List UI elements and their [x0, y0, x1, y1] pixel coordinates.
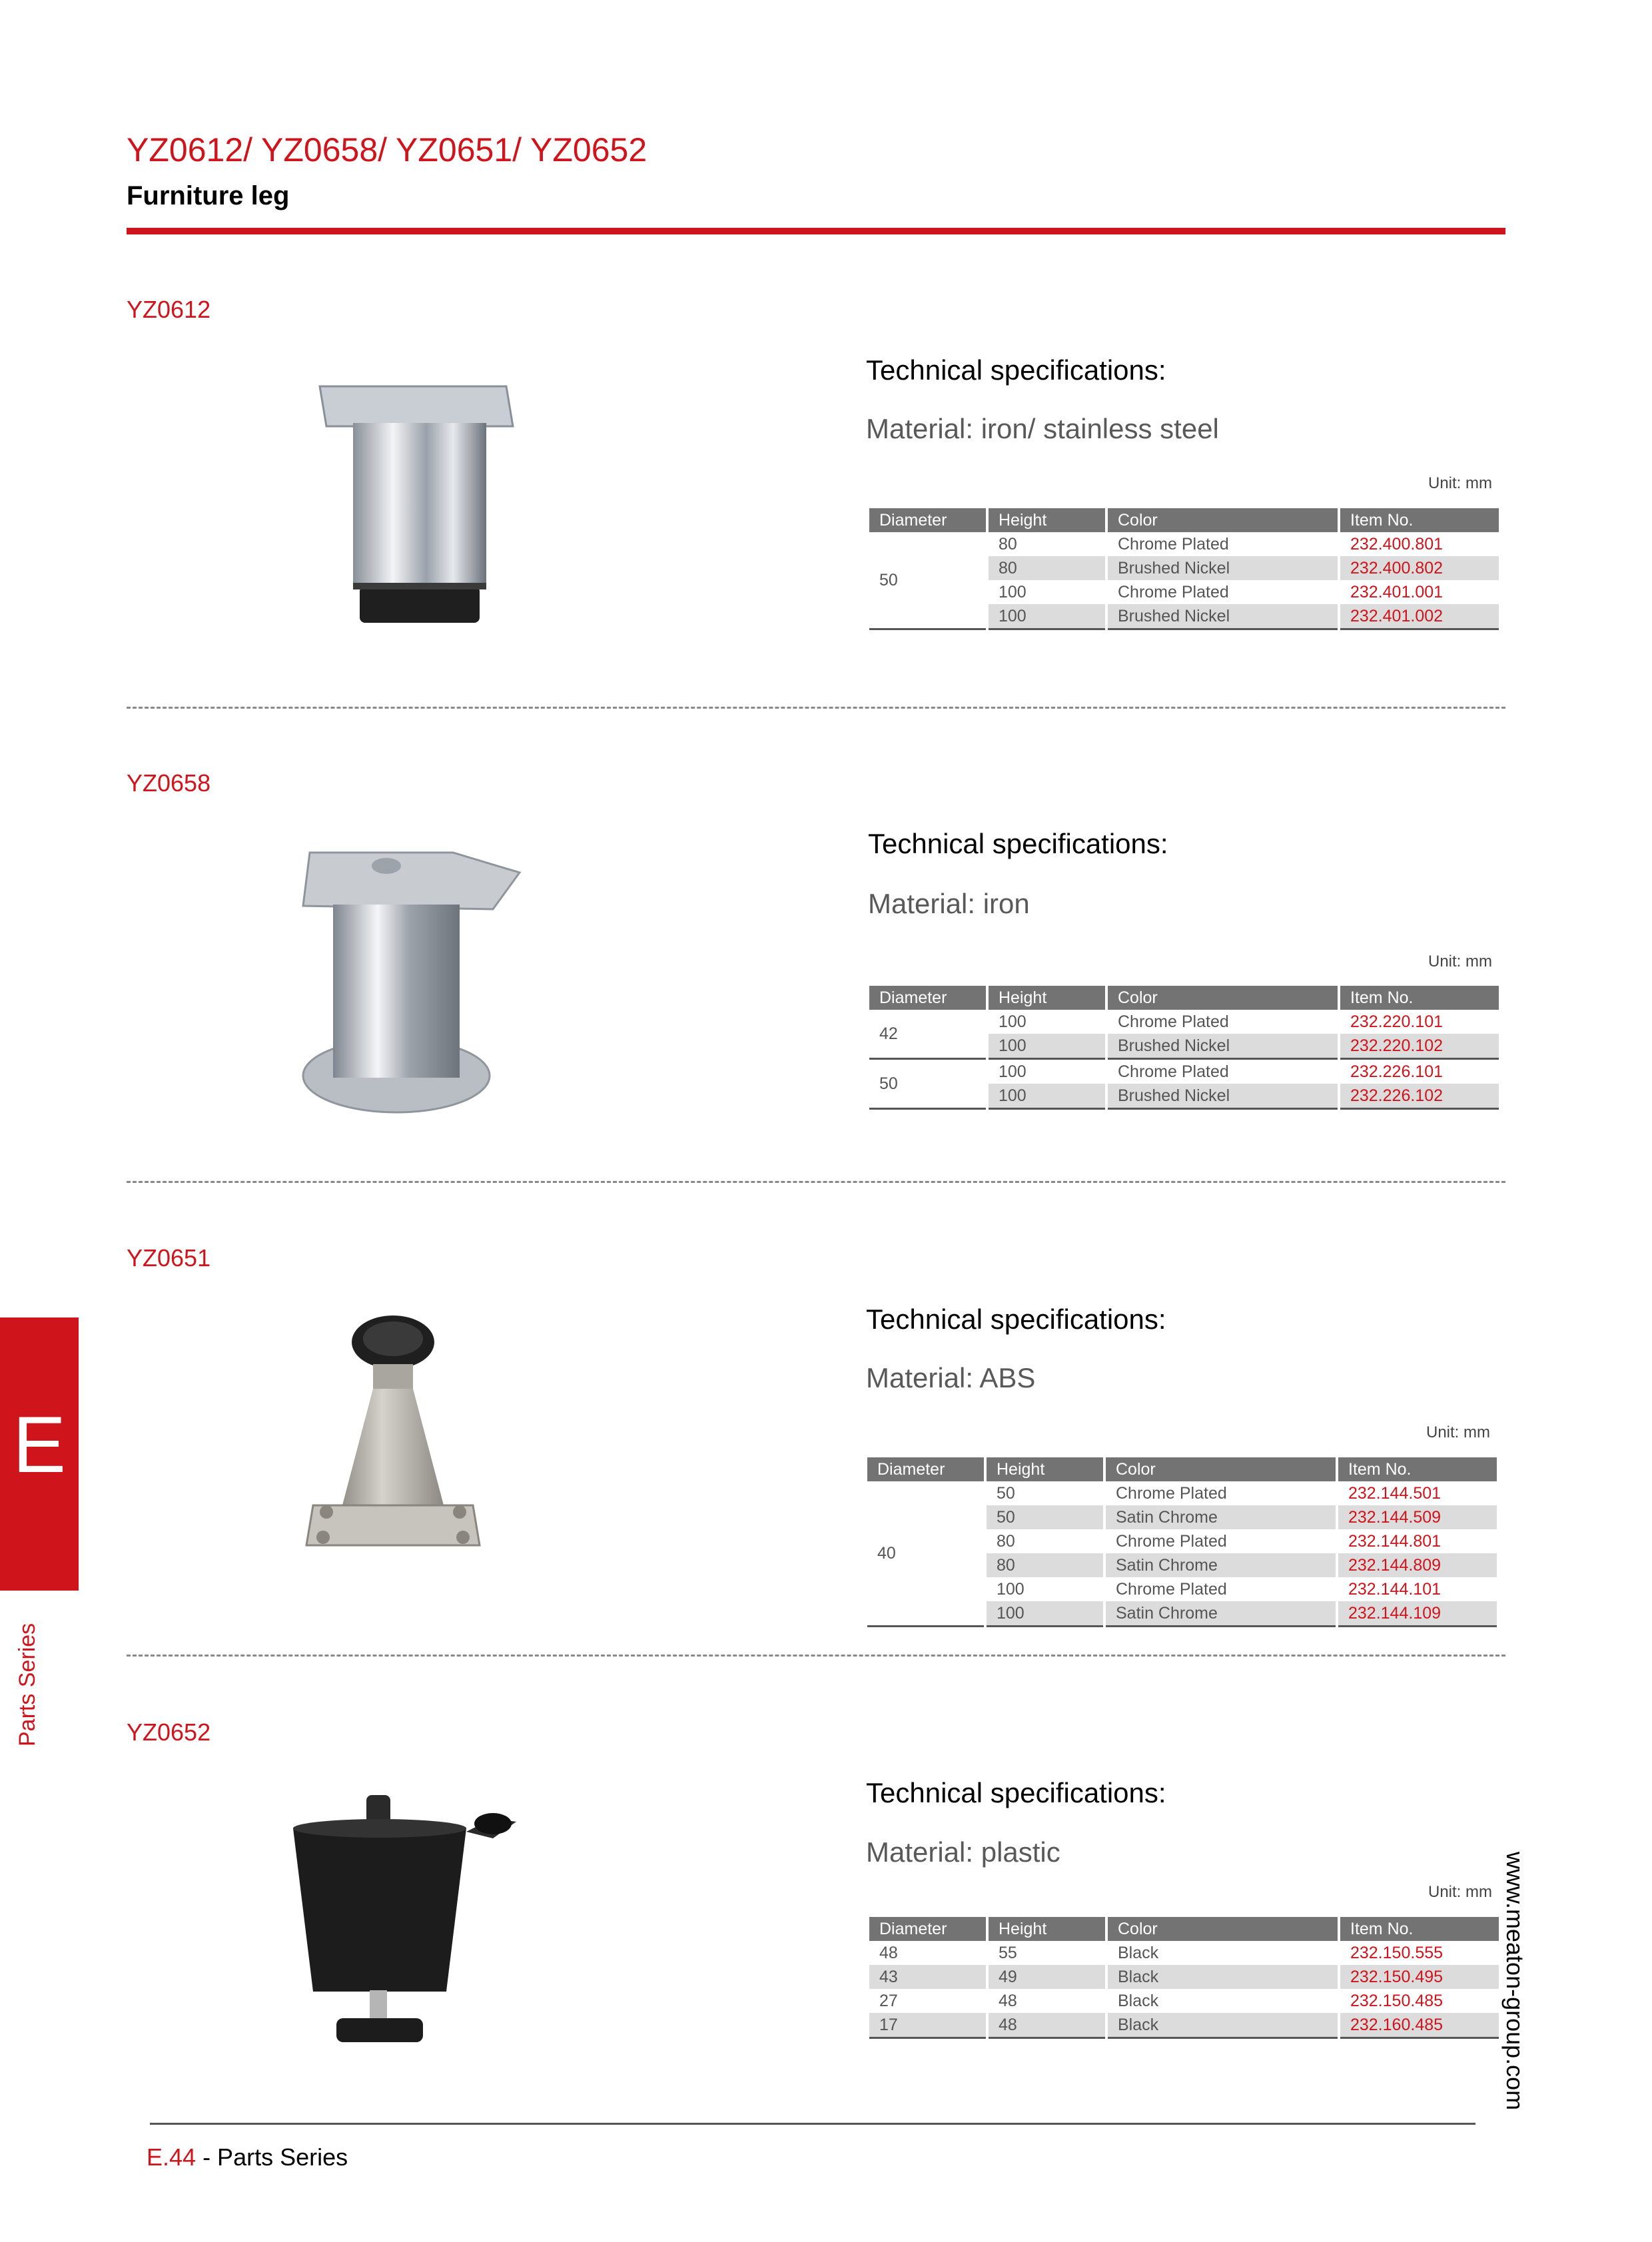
footer [147, 2143, 348, 2171]
column-header: Height [985, 1457, 1104, 1481]
section-divider [127, 1181, 1505, 1183]
height-cell: 48 [987, 2013, 1106, 2038]
diameter-cell: 27 [879, 1991, 898, 2010]
website-url: www.meaton-group.com [1501, 1852, 1529, 2111]
column-header: Diameter [869, 986, 987, 1010]
color-cell: Satin Chrome [1104, 1505, 1337, 1529]
height-cell: 100 [987, 580, 1106, 604]
unit-label: Unit: mm [1426, 1423, 1490, 1441]
height-cell: 100 [987, 604, 1106, 629]
height-cell: 100 [987, 1084, 1106, 1109]
height-cell: 100 [987, 1059, 1106, 1084]
column-header: Item No. [1339, 1917, 1499, 1941]
height-cell: 100 [985, 1601, 1104, 1627]
product-code: YZ0652 [127, 1718, 211, 1746]
height-cell: 80 [985, 1553, 1104, 1577]
item-no-cell: 232.144.101 [1337, 1577, 1497, 1601]
height-cell: 80 [985, 1529, 1104, 1553]
item-no-cell: 232.144.801 [1337, 1529, 1497, 1553]
footer-rule [150, 2123, 1475, 2125]
column-header: Item No. [1339, 508, 1499, 532]
height-cell: 50 [985, 1481, 1104, 1505]
height-cell: 48 [987, 1989, 1106, 2013]
height-cell: 55 [987, 1941, 1106, 1965]
color-cell: Chrome Plated [1106, 532, 1339, 556]
color-cell: Satin Chrome [1104, 1553, 1337, 1577]
material: Material: plastic [866, 1836, 1060, 1868]
spec-table [869, 508, 1499, 630]
column-header: Color [1106, 986, 1339, 1010]
unit-label: Unit: mm [1428, 1883, 1492, 1901]
page-number: E.44 [147, 2143, 197, 2171]
product-image [313, 373, 526, 639]
height-cell: 100 [987, 1034, 1106, 1059]
column-header: Height [987, 508, 1106, 532]
section-label: Parts Series [15, 1623, 40, 1746]
item-no-cell: 232.400.802 [1339, 556, 1499, 580]
header-rule [127, 228, 1505, 234]
item-no-cell: 232.226.101 [1339, 1059, 1499, 1084]
item-no-cell: 232.401.001 [1339, 580, 1499, 604]
column-header: Color [1106, 508, 1339, 532]
spec-table [869, 1917, 1499, 2039]
height-cell: 80 [987, 556, 1106, 580]
spec-title: Technical specifications: [866, 1304, 1166, 1335]
diameter-cell: 40 [867, 1481, 985, 1627]
color-cell: Black [1106, 1989, 1339, 2013]
product-code: YZ0658 [127, 769, 211, 797]
column-header: Item No. [1339, 986, 1499, 1010]
color-cell: Black [1106, 1965, 1339, 1989]
product-image [300, 846, 526, 1126]
spec-table [869, 986, 1499, 1110]
diameter-cell: 42 [869, 1010, 987, 1059]
column-header: Color [1106, 1917, 1339, 1941]
item-no-cell: 232.220.102 [1339, 1034, 1499, 1059]
height-cell: 100 [987, 1010, 1106, 1034]
item-no-cell: 232.150.555 [1339, 1941, 1499, 1965]
color-cell: Brushed Nickel [1106, 556, 1339, 580]
section-divider [127, 1655, 1505, 1657]
item-no-cell: 232.160.485 [1339, 2013, 1499, 2038]
spec-table [867, 1457, 1497, 1627]
color-cell: Chrome Plated [1106, 580, 1339, 604]
page-title: YZ0612/ YZ0658/ YZ0651/ YZ0652 [127, 131, 647, 169]
item-no-cell: 232.150.495 [1339, 1965, 1499, 1989]
unit-label: Unit: mm [1428, 952, 1492, 970]
section-letter: E [12, 1400, 67, 1489]
color-cell: Black [1106, 2013, 1339, 2038]
color-cell: Satin Chrome [1104, 1601, 1337, 1627]
item-no-cell: 232.144.501 [1337, 1481, 1497, 1505]
item-no-cell: 232.401.002 [1339, 604, 1499, 629]
footer-label: - Parts Series [196, 2143, 348, 2171]
column-header: Diameter [867, 1457, 985, 1481]
column-header: Diameter [869, 508, 987, 532]
height-cell: 49 [987, 1965, 1106, 1989]
item-no-cell: 232.400.801 [1339, 532, 1499, 556]
item-no-cell: 232.144.809 [1337, 1553, 1497, 1577]
section-divider [127, 707, 1505, 709]
diameter-cell: 50 [869, 532, 987, 629]
spec-title: Technical specifications: [866, 1777, 1166, 1808]
color-cell: Brushed Nickel [1106, 1084, 1339, 1109]
diameter-cell: 43 [869, 1965, 987, 1989]
color-cell: Chrome Plated [1106, 1059, 1339, 1084]
product-code: YZ0651 [127, 1244, 211, 1272]
diameter-cell: 48 [879, 1943, 898, 1962]
column-header: Color [1104, 1457, 1337, 1481]
column-header: Height [987, 986, 1106, 1010]
color-cell: Chrome Plated [1104, 1481, 1337, 1505]
color-cell: Brushed Nickel [1106, 1034, 1339, 1059]
product-image [300, 1312, 493, 1559]
item-no-cell: 232.220.101 [1339, 1010, 1499, 1034]
material: Material: iron [868, 888, 1030, 919]
product-image [280, 1792, 533, 2052]
material: Material: iron/ stainless steel [866, 413, 1219, 444]
material: Material: ABS [866, 1362, 1036, 1393]
column-header: Diameter [869, 1917, 987, 1941]
color-cell: Brushed Nickel [1106, 604, 1339, 629]
spec-title: Technical specifications: [866, 354, 1166, 386]
item-no-cell: 232.226.102 [1339, 1084, 1499, 1109]
page-subtitle: Furniture leg [127, 181, 290, 210]
height-cell: 80 [987, 532, 1106, 556]
spec-title: Technical specifications: [868, 828, 1168, 859]
height-cell: 50 [985, 1505, 1104, 1529]
color-cell: Black [1106, 1941, 1339, 1965]
product-code: YZ0612 [127, 296, 211, 323]
unit-label: Unit: mm [1428, 474, 1492, 492]
color-cell: Chrome Plated [1106, 1010, 1339, 1034]
diameter-cell: 17 [869, 2013, 987, 2038]
item-no-cell: 232.150.485 [1339, 1989, 1499, 2013]
height-cell: 100 [985, 1577, 1104, 1601]
item-no-cell: 232.144.509 [1337, 1505, 1497, 1529]
item-no-cell: 232.144.109 [1337, 1601, 1497, 1627]
column-header: Item No. [1337, 1457, 1497, 1481]
diameter-cell: 50 [869, 1059, 987, 1109]
color-cell: Chrome Plated [1104, 1529, 1337, 1553]
column-header: Height [987, 1917, 1106, 1941]
color-cell: Chrome Plated [1104, 1577, 1337, 1601]
